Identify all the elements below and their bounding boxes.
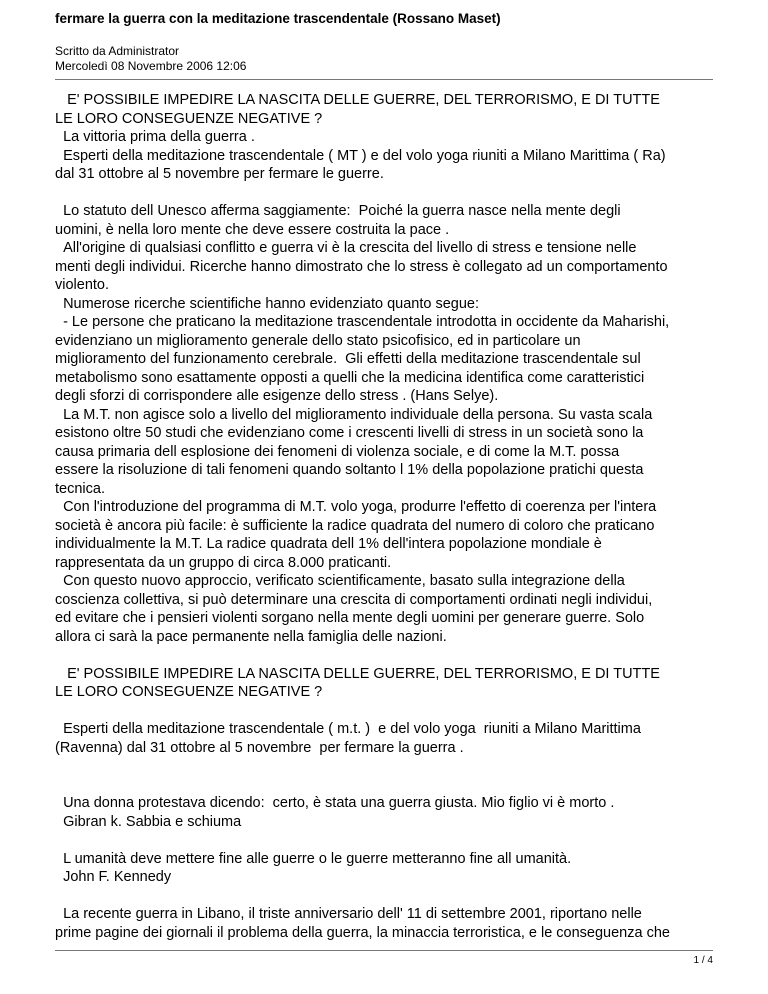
- header-divider: [55, 79, 713, 80]
- author-line: Scritto da Administrator: [55, 44, 180, 58]
- text-line: Una donna protestava dicendo: certo, è stata una guerra giusta. Mio figlio vi è morto .: [55, 795, 615, 811]
- blank-line: [55, 757, 713, 776]
- text-line: ed evitare che i pensieri violenti sorgano nella mente degli uomini per generare guerre. Solo: [55, 610, 645, 626]
- text-line: LE LORO CONSEGUENZE NEGATIVE ?: [55, 110, 323, 127]
- text-line: metabolismo sono esattamente opposti a quelli che la medicina identifica come caratteristici: [55, 369, 645, 386]
- text-line: Con l'introduzione del programma di M.T. volo yoga, produrre l'effetto di coerenza per l'intera: [55, 499, 657, 515]
- footer-divider: [55, 950, 713, 951]
- text-line: E' POSSIBILE IMPEDIRE LA NASCITA DELLE GUERRE, DEL TERRORISMO, E DI TUTTE: [55, 665, 660, 682]
- blank-line: [55, 831, 713, 850]
- blank-line: [55, 702, 713, 721]
- blank-line: [55, 776, 713, 795]
- text-line: prime pagine dei giornali il problema della guerra, la minaccia terroristica, e le conseguenza che: [55, 924, 670, 941]
- blank-line: [55, 184, 713, 203]
- text-line: (Ravenna) dal 31 ottobre al 5 novembre per fermare la guerra .: [55, 739, 464, 756]
- page-number: 1 / 4: [693, 955, 713, 966]
- text-line: Gibran k. Sabbia e schiuma: [55, 813, 242, 830]
- text-line: rappresentata da un gruppo di circa 8.000 praticanti.: [55, 554, 392, 571]
- text-line: individualmente la M.T. La radice quadrata dell 1% dell'intera popolazione mondiale è: [55, 536, 602, 552]
- text-line: essere la risoluzione di tali fenomeni quando soltanto l 1% della popolazione pratichi questa: [55, 462, 644, 478]
- text-line: società è ancora più facile: è sufficiente la radice quadrata del numero di coloro che praticano: [55, 517, 655, 534]
- text-line: Esperti della meditazione trascendentale ( m.t. ) e del volo yoga riuniti a Milano Marittima: [55, 721, 641, 737]
- text-line: Lo statuto dell Unesco afferma saggiamente: Poiché la guerra nasce nella mente degli: [55, 203, 621, 219]
- text-line: esistono oltre 50 studi che evidenziano come i crescenti livelli di stress in un società sono la: [55, 425, 644, 441]
- text-line: degli sforzi di corrispondere alle esigenze dello stress . (Hans Selye).: [55, 388, 499, 404]
- text-line: allora ci sarà la pace permanente nella famiglia delle nazioni.: [55, 628, 447, 645]
- blank-line: [55, 646, 713, 665]
- text-line: violento.: [55, 277, 110, 293]
- article-body: [55, 91, 713, 942]
- text-line: tecnica.: [55, 480, 105, 497]
- text-line: dal 31 ottobre al 5 novembre per fermare le guerre.: [55, 166, 384, 182]
- text-line: All'origine di qualsiasi conflitto e guerra vi è la crescita del livello di stress e tensione nelle: [55, 240, 637, 256]
- text-line: Numerose ricerche scientifiche hanno evidenziato quanto segue:: [55, 295, 479, 312]
- text-line: La recente guerra in Libano, il triste anniversario dell' 11 di settembre 2001, riportano nelle: [55, 906, 642, 922]
- text-line: menti degli individui. Ricerche hanno dimostrato che lo stress è collegato ad un comportamento: [55, 258, 668, 275]
- text-line: L umanità deve mettere fine alle guerre o le guerre metteranno fine all umanità.: [55, 850, 572, 867]
- text-line: uomini, è nella loro mente che deve essere costruita la pace .: [55, 221, 450, 238]
- text-line: John F. Kennedy: [55, 869, 172, 885]
- text-line: La M.T. non agisce solo a livello del miglioramento individuale della persona. Su vasta scala: [55, 406, 653, 423]
- text-line: E' POSSIBILE IMPEDIRE LA NASCITA DELLE GUERRE, DEL TERRORISMO, E DI TUTTE: [55, 92, 660, 108]
- text-line: Con questo nuovo approccio, verificato scientificamente, basato sulla integrazione della: [55, 573, 625, 589]
- blank-line: [55, 887, 713, 906]
- date-line: Mercoledì 08 Novembre 2006 12:06: [55, 59, 247, 73]
- text-line: miglioramento del funzionamento cerebrale. Gli effetti della meditazione trascendentale sul: [55, 351, 641, 367]
- text-line: evidenziano un miglioramento generale dello stato psicofisico, ed in particolare un: [55, 332, 581, 349]
- text-line: - Le persone che praticano la meditazione trascendentale introdotta in occidente da Maharishi,: [55, 314, 670, 330]
- text-line: La vittoria prima della guerra .: [55, 129, 255, 145]
- text-line: LE LORO CONSEGUENZE NEGATIVE ?: [55, 684, 323, 700]
- text-line: coscienza collettiva, si può determinare una crescita di comportamenti ordinati negli individui,: [55, 591, 653, 608]
- text-line: causa primaria dell esplosione dei fenomeni di violenza sociale, e di come la M.T. possa: [55, 443, 620, 460]
- text-line: Esperti della meditazione trascendentale ( MT ) e del volo yoga riuniti a Milano Marittima ( Ra): [55, 147, 666, 164]
- document-title: fermare la guerra con la meditazione trascendentale (Rossano Maset): [55, 11, 501, 26]
